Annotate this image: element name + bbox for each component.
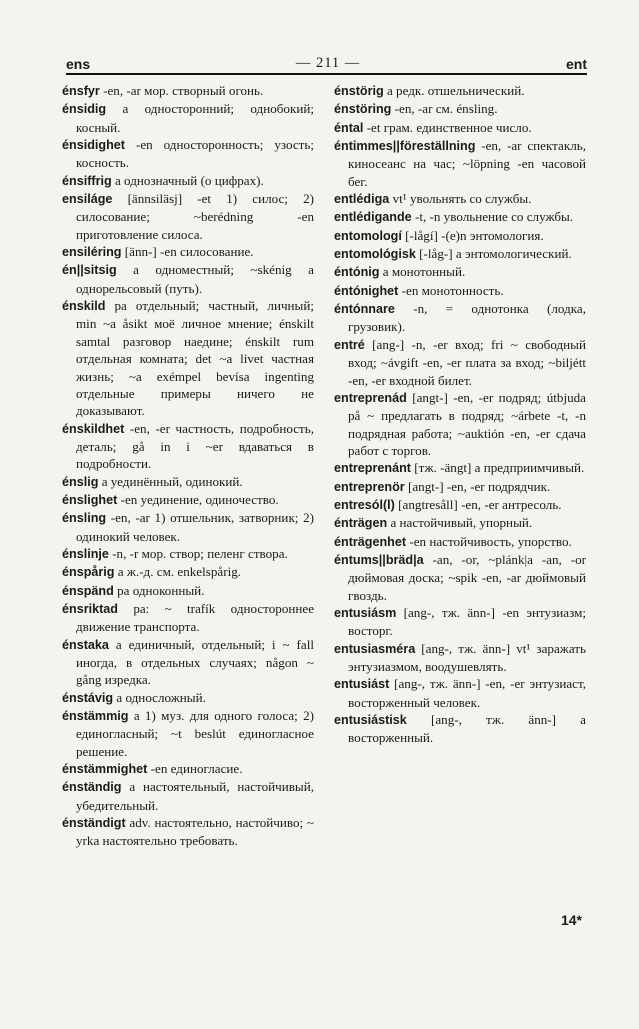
definition: -en единогласие. bbox=[150, 761, 243, 777]
definition: adv. настоятельно, настойчиво; ~ yrka настоятельно требовать. bbox=[76, 815, 314, 849]
headword: entlédigande bbox=[334, 210, 412, 225]
dictionary-entry bbox=[62, 297, 314, 419]
headword: én||sitsig bbox=[62, 263, 117, 278]
dictionary-entry bbox=[62, 636, 314, 689]
definition: -n, -r мор. створ; пеленг створа. bbox=[112, 545, 288, 561]
dictionary-entry bbox=[334, 82, 586, 100]
dictionary-entry bbox=[334, 478, 586, 496]
definition: pa отдельный; частный, личный; min ~a åsikt моё личное мнение; énskilt samtal разговор наедине; énskilt rum отдельная комната; det ~a livet частная жизнь; ~a exémpel bevísa ingenting отдельные примеры ничего не доказывают. bbox=[76, 298, 314, 419]
definition: [тж. -ängt] a предприимчивый. bbox=[414, 460, 585, 476]
dictionary-entry bbox=[334, 190, 586, 208]
dictionary-entry bbox=[334, 245, 586, 263]
headword: énträgenhet bbox=[334, 534, 407, 549]
headword: entomológisk bbox=[334, 247, 416, 262]
definition: -t, -n увольнение со службы. bbox=[414, 209, 574, 225]
dictionary-entry bbox=[334, 604, 586, 640]
dictionary-entry bbox=[334, 263, 586, 281]
headword: entreprenád bbox=[334, 390, 407, 405]
headword: énsling bbox=[62, 511, 107, 526]
dictionary-entry bbox=[62, 814, 314, 850]
dictionary-entry bbox=[334, 100, 586, 118]
definition: a единичный, отдельный; i ~ fall иногда, в отдельных случаях; någon ~ gång изредка. bbox=[76, 636, 314, 688]
headword: énspårig bbox=[62, 565, 115, 580]
definition: vt¹ увольнять со службы. bbox=[392, 191, 532, 207]
dictionary-entry bbox=[334, 640, 586, 676]
dictionary-entry bbox=[334, 227, 586, 245]
headword: entusiásm bbox=[334, 605, 397, 620]
dictionary-entry bbox=[62, 136, 314, 172]
headword: énträgen bbox=[334, 516, 388, 531]
headword: entreprenánt bbox=[334, 461, 411, 476]
headword: entreprenör bbox=[334, 479, 405, 494]
headword: entlédiga bbox=[334, 192, 390, 207]
headword: entusiást bbox=[334, 677, 390, 692]
dictionary-entry bbox=[334, 533, 586, 551]
definition: -en, -er частность, подробность, деталь; gå in i ~er вдаваться в подробности. bbox=[76, 420, 314, 472]
page-number: — 211 — bbox=[295, 55, 361, 71]
dictionary-entry bbox=[62, 600, 314, 636]
running-header bbox=[66, 52, 587, 72]
definition: [ang-] -n, -er вход; fri ~ свободный вход; ~ávgift -en, -er плата за вход; ~biljétt -en, -er входной билет. bbox=[348, 336, 586, 388]
definition: [ännsiläsj] -et 1) силос; 2) силосование; ~berédning -en приготовление силоса. bbox=[76, 191, 314, 242]
headword: éntónnare bbox=[334, 302, 395, 317]
definition: a монотонный. bbox=[382, 264, 466, 280]
headword: énständig bbox=[62, 780, 122, 795]
headword: énsfyr bbox=[62, 84, 100, 98]
dictionary-entry bbox=[334, 119, 586, 137]
definition: a односторонний; однобокий; косный. bbox=[76, 101, 314, 135]
headword: énslig bbox=[62, 474, 99, 489]
definition: -en односторонность; узость; косность. bbox=[76, 137, 314, 171]
definition: a 1) муз. для одного голоса; 2) единогласный; ~t beslút единогласное решение. bbox=[76, 708, 314, 759]
headword: énstörig bbox=[334, 84, 384, 98]
dictionary-entry bbox=[334, 459, 586, 477]
headword: entré bbox=[334, 337, 365, 352]
definition: -en, -ar спектакль, киносеанс на час; ~löpning -en часовой бег. bbox=[348, 138, 586, 189]
dictionary-entry bbox=[334, 514, 586, 532]
definition: -et грам. единственное число. bbox=[366, 119, 532, 135]
dictionary-entry bbox=[334, 496, 586, 514]
dictionary-entry bbox=[334, 551, 586, 604]
headword: énskild bbox=[62, 299, 106, 314]
headword: énslinje bbox=[62, 546, 109, 561]
definition: [-lågí] -(e)n энтомология. bbox=[405, 227, 544, 243]
headword: entresól(l) bbox=[334, 497, 395, 512]
dictionary-entry bbox=[62, 509, 314, 545]
definition: -en, -ar 1) отшельник, затворник; 2) одинокий человек. bbox=[76, 510, 314, 544]
headword: entusiástisk bbox=[334, 713, 407, 728]
definition: [ang-, тж. änn-] a восторженный. bbox=[348, 712, 586, 746]
headword: ensiléring bbox=[62, 245, 122, 260]
dictionary-entry bbox=[62, 82, 314, 100]
dictionary-entry bbox=[334, 711, 586, 747]
headword: éntal bbox=[334, 120, 364, 135]
signature-mark: 14* bbox=[560, 912, 582, 928]
definition: [ang-, тж. änn-] -en энтузиазм; восторг. bbox=[348, 604, 586, 639]
definition: [angtresåll] -en, -er антресоль. bbox=[398, 496, 562, 512]
headword: entomologí bbox=[334, 228, 402, 243]
headword: énspänd bbox=[62, 583, 114, 598]
definition: [änn-] -en силосование. bbox=[124, 244, 254, 260]
dictionary-entry bbox=[334, 389, 586, 459]
headword: énstämmig bbox=[62, 709, 129, 724]
definition: -en настойчивость, упорство. bbox=[409, 533, 572, 549]
dictionary-entry bbox=[62, 707, 314, 760]
definition: [-låg-] a энтомологический. bbox=[419, 246, 572, 262]
headword: éntums||bräd|a bbox=[334, 552, 424, 567]
definition: a односложный. bbox=[116, 689, 206, 705]
right-column bbox=[334, 82, 586, 747]
dictionary-entry bbox=[62, 190, 314, 243]
dictionary-entry bbox=[62, 563, 314, 581]
dictionary-entry bbox=[62, 100, 314, 136]
definition: -en уединение, одиночество. bbox=[120, 491, 279, 507]
right-guide-word: ent bbox=[566, 56, 587, 72]
dictionary-entry bbox=[334, 137, 586, 190]
definition: -n, = однотонка (лодка, грузовик). bbox=[348, 301, 586, 335]
definition: a редк. отшельнический. bbox=[386, 83, 525, 98]
headword: énstaka bbox=[62, 637, 109, 652]
dictionary-entry bbox=[334, 336, 586, 389]
dictionary-entry bbox=[62, 545, 314, 563]
left-guide-word: ens bbox=[66, 56, 91, 72]
definition: pa: ~ trafík одностороннее движение транспорта. bbox=[76, 600, 315, 635]
definition: a настойчивый, упорный. bbox=[390, 515, 533, 531]
definition: a одноместный; ~skénig a однорельсовый (путь). bbox=[76, 262, 314, 296]
headword: énständigt bbox=[62, 816, 126, 831]
headword: entusiasméra bbox=[334, 641, 416, 656]
headword: énsidighet bbox=[62, 138, 125, 153]
dictionary-entry bbox=[62, 420, 314, 473]
header-rule bbox=[66, 73, 587, 75]
definition: -an, -or, ~plánk|a -an, -or дюймовая доска; ~spik -en, -ar дюймовый гвоздь. bbox=[348, 551, 586, 603]
left-column bbox=[62, 82, 314, 850]
headword: énsidig bbox=[62, 102, 107, 117]
dictionary-entry bbox=[62, 243, 314, 261]
headword: énsriktad bbox=[62, 601, 118, 616]
dictionary-entry bbox=[62, 473, 314, 491]
definition: a уединённый, одинокий. bbox=[101, 473, 243, 489]
headword: énskildhet bbox=[62, 421, 125, 436]
headword: énstämmighet bbox=[62, 762, 148, 777]
headword: éntónighet bbox=[334, 283, 399, 298]
dictionary-entry bbox=[334, 208, 586, 226]
dictionary-entry bbox=[62, 760, 314, 778]
dictionary-entry bbox=[62, 582, 314, 600]
dictionary-entry bbox=[334, 300, 586, 336]
definition: [ang-, тж. änn-] vt¹ заражать энтузиазмом, воодушевлять. bbox=[348, 640, 586, 674]
headword: énstávig bbox=[62, 690, 114, 705]
definition: -en монотонность. bbox=[401, 282, 504, 298]
definition: -en, -ar см. énsling. bbox=[394, 101, 498, 117]
dictionary-entry bbox=[334, 282, 586, 300]
definition: [ang-, тж. änn-] -en, -er энтузиаст, восторженный человек. bbox=[348, 676, 587, 710]
dictionary-entry bbox=[62, 261, 314, 297]
definition: -en, -ar мор. створный огонь. bbox=[103, 83, 264, 98]
headword: éntónig bbox=[334, 265, 380, 280]
dictionary-entry bbox=[62, 778, 314, 814]
definition: a настоятельный, настойчивый, убедительный. bbox=[76, 779, 314, 813]
dictionary-entry bbox=[62, 172, 314, 190]
definition: pa одноконный. bbox=[117, 582, 205, 598]
headword: ensiláge bbox=[62, 192, 113, 207]
dictionary-entry bbox=[334, 675, 586, 711]
headword: énsiffrig bbox=[62, 173, 112, 188]
headword: éntimmes||föreställning bbox=[334, 139, 476, 154]
definition: [angt-] -en, -er подрядчик. bbox=[407, 478, 551, 494]
headword: énstöring bbox=[334, 102, 392, 117]
headword: énslighet bbox=[62, 492, 118, 507]
definition: [angt-] -en, -er подряд; útbjuda på ~ предлагать в подряд; ~árbete -t, -n подрядная работа; ~auktión -en, -er сдача работ с торгов. bbox=[348, 389, 586, 458]
dictionary-entry bbox=[62, 491, 314, 509]
definition: a однозначный (о цифрах). bbox=[114, 172, 264, 188]
dictionary-entry bbox=[62, 689, 314, 707]
definition: a ж.-д. см. enkelspårig. bbox=[117, 564, 242, 580]
